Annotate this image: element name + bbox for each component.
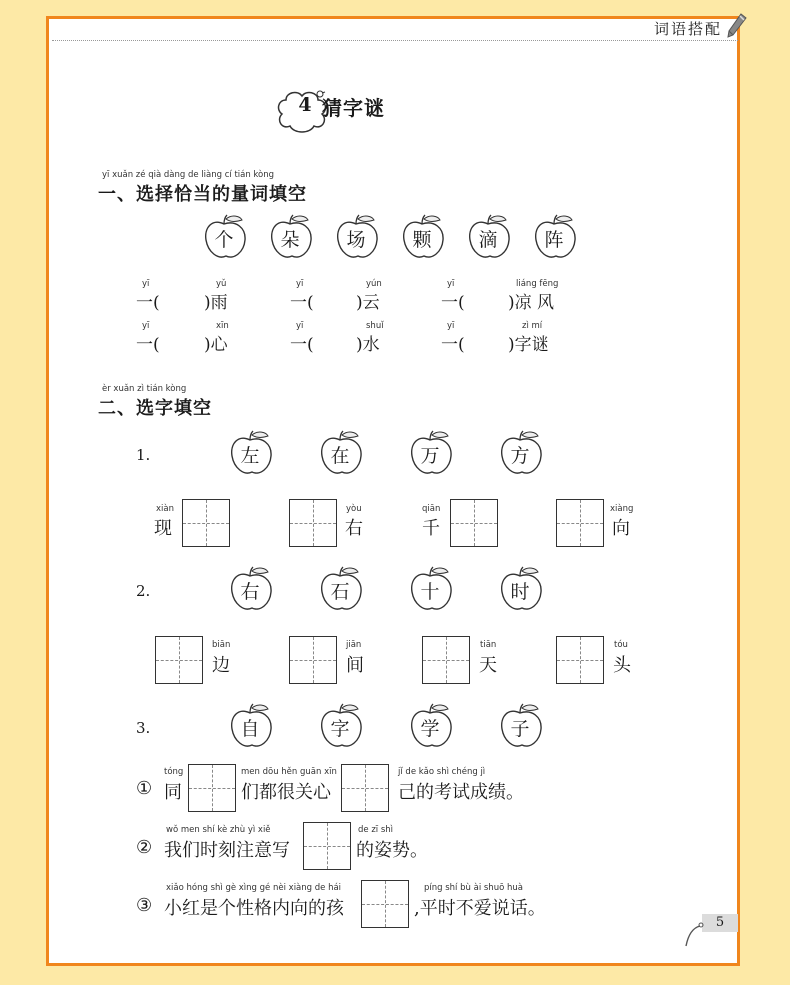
blank-pinyin: yī (296, 279, 304, 289)
word-pinyin: tiān (480, 640, 497, 650)
apple-char: 自 (240, 718, 260, 740)
word-char: 右 (345, 518, 363, 539)
blank-right: )云 (356, 293, 380, 313)
sentence-text: 小红是个性格内向的孩 (164, 898, 344, 919)
apple-choice (202, 214, 252, 264)
write-grid[interactable] (182, 499, 230, 547)
blank-right: )水 (356, 335, 380, 355)
sentence-text: 我们时刻注意写 (164, 840, 290, 861)
apple-char: 子 (510, 718, 530, 740)
page-number: 5 (702, 914, 738, 932)
write-grid[interactable] (289, 499, 337, 547)
apple-char: 滴 (478, 229, 498, 251)
apple-choice (466, 214, 516, 264)
blank-left: 一( (136, 293, 160, 313)
apple-char: 万 (420, 445, 440, 467)
word-char: 边 (212, 655, 230, 676)
apple-choice (408, 566, 458, 616)
sentence-pinyin: de zī shì (358, 825, 394, 835)
word-char: 头 (613, 655, 631, 676)
apple-choice (228, 430, 278, 480)
word-pinyin: jiān (346, 640, 362, 650)
lesson-number: 4 (298, 94, 312, 116)
apple-char: 石 (330, 581, 350, 603)
write-grid[interactable] (303, 822, 351, 870)
sentence-pinyin: men dōu hěn guān xīn (241, 767, 337, 777)
sentence-text: 同 (164, 782, 182, 803)
blank-pinyin: yī (447, 279, 455, 289)
word-char: 向 (612, 518, 630, 539)
apple-char: 在 (330, 445, 350, 467)
apple-choice (498, 566, 548, 616)
blank-pinyin: xīn (216, 321, 229, 331)
apple-choice (408, 430, 458, 480)
blank-right: )雨 (204, 293, 228, 313)
blank-pinyin: yī (142, 279, 150, 289)
blank-pinyin: liáng fēng (516, 279, 559, 289)
blank-pinyin: yī (296, 321, 304, 331)
apple-char: 阵 (544, 229, 564, 251)
blank-pinyin: yún (366, 279, 382, 289)
blank-pinyin: shuǐ (366, 321, 384, 331)
sentence-text: ,平时不爱说话。 (414, 898, 546, 919)
apple-char: 左 (240, 445, 260, 467)
apple-choice (408, 703, 458, 753)
word-char: 天 (479, 655, 497, 676)
word-pinyin: xiàng (610, 504, 634, 514)
blank-right: )凉 风 (508, 293, 555, 313)
apple-choice (498, 430, 548, 480)
word-pinyin: xiàn (156, 504, 174, 514)
apple-char: 场 (346, 229, 366, 251)
apple-choice (228, 703, 278, 753)
blank-pinyin: zì mí (522, 321, 543, 331)
apple-choice (318, 566, 368, 616)
section2-pinyin: èr xuǎn zì tián kòng (102, 384, 187, 394)
apple-choice (318, 703, 368, 753)
word-char: 间 (346, 655, 364, 676)
apple-choice (498, 703, 548, 753)
apple-choice (334, 214, 384, 264)
word-char: 现 (154, 518, 172, 539)
apple-char: 字 (330, 718, 350, 740)
question-number: 2. (136, 582, 151, 600)
question-number: 3. (136, 719, 151, 737)
blank-left: 一( (290, 293, 314, 313)
sentence-pinyin: píng shí bù ài shuō huà (424, 883, 523, 893)
apple-choice (532, 214, 582, 264)
section1-pinyin: yī xuǎn zé qià dàng de liàng cí tián kòng (102, 170, 275, 180)
write-grid[interactable] (556, 499, 604, 547)
header-divider (52, 40, 738, 41)
blank-left: 一( (441, 293, 465, 313)
header-title: 词语搭配 (653, 20, 722, 38)
write-grid[interactable] (289, 636, 337, 684)
blank-pinyin: yǔ (216, 279, 227, 289)
apple-choice (400, 214, 450, 264)
write-grid[interactable] (450, 499, 498, 547)
apple-choice (268, 214, 318, 264)
sentence-text: 们都很关心 (241, 782, 331, 803)
blank-left: 一( (290, 335, 314, 355)
blank-right: )心 (204, 335, 228, 355)
blank-left: 一( (136, 335, 160, 355)
question-number: 1. (136, 446, 151, 464)
section2-title: 二、选字填空 (98, 398, 212, 419)
word-pinyin: yòu (346, 504, 362, 514)
blank-pinyin: yī (447, 321, 455, 331)
sentence-pinyin: jǐ de kǎo shì chéng jì (398, 767, 486, 777)
apple-choice (228, 566, 278, 616)
apple-char: 学 (420, 718, 440, 740)
sentence-marker: ③ (136, 895, 153, 916)
sentence-pinyin: xiǎo hóng shì gè xìng gé nèi xiàng de hái (166, 883, 342, 893)
blank-right: )字谜 (508, 335, 549, 355)
apple-char: 朵 (280, 229, 300, 251)
apple-char: 方 (510, 445, 530, 467)
apple-char: 右 (240, 581, 260, 603)
blank-pinyin: yī (142, 321, 150, 331)
sentence-marker: ② (136, 837, 153, 858)
section1-title: 一、选择恰当的量词填空 (98, 184, 307, 205)
write-grid[interactable] (341, 764, 389, 812)
apple-char: 颗 (412, 229, 432, 251)
worksheet-page (46, 16, 740, 966)
sentence-text: 的姿势。 (356, 840, 428, 861)
curl-decoration-icon (684, 922, 704, 952)
word-char: 千 (422, 518, 440, 539)
sentence-text: 己的考试成绩。 (398, 782, 524, 803)
word-pinyin: tóu (614, 640, 628, 650)
word-pinyin: qiān (422, 504, 441, 514)
apple-char: 个 (214, 229, 234, 251)
apple-choice (318, 430, 368, 480)
write-grid[interactable] (155, 636, 203, 684)
apple-char: 十 (420, 581, 440, 603)
apple-char: 时 (510, 581, 530, 603)
lesson-title: 猜字谜 (322, 96, 385, 120)
sentence-pinyin: wǒ men shí kè zhù yì xiě (166, 825, 271, 835)
blank-left: 一( (441, 335, 465, 355)
sentence-marker: ① (136, 778, 153, 799)
write-grid[interactable] (422, 636, 470, 684)
write-grid[interactable] (556, 636, 604, 684)
word-pinyin: biān (212, 640, 231, 650)
write-grid[interactable] (361, 880, 409, 928)
write-grid[interactable] (188, 764, 236, 812)
sentence-pinyin: tóng (164, 767, 184, 777)
